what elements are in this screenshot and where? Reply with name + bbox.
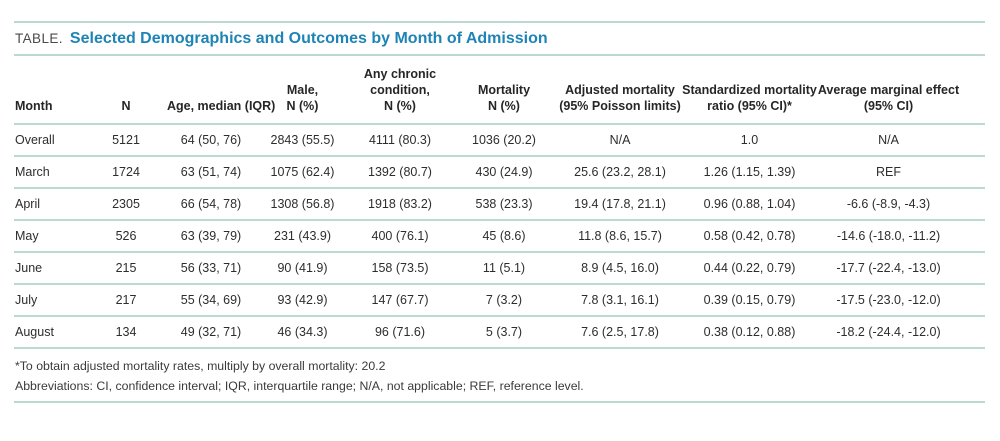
cell-standardized-mortality-ratio: 0.38 (0.12, 0.88): [682, 316, 817, 348]
cell-chronic-condition: 96 (71.6): [350, 316, 450, 348]
cell-standardized-mortality-ratio: 1.0: [682, 124, 817, 156]
footnotes: [14, 349, 985, 401]
cell-mortality: 5 (3.7): [450, 316, 558, 348]
cell-average-marginal-effect: -17.5 (-23.0, -12.0): [817, 284, 985, 316]
cell-male: 46 (34.3): [255, 316, 350, 348]
cell-male: 1308 (56.8): [255, 188, 350, 220]
cell-n: 217: [85, 284, 167, 316]
column-header-average-marginal-effect: Average marginal effect (95% CI): [817, 56, 985, 124]
footnote-abbreviations: Abbreviations: CI, confidence interval; IQR, interquartile range; N/A, not applicable; REF, reference level.: [15, 379, 584, 393]
cell-chronic-condition: 147 (67.7): [350, 284, 450, 316]
cell-male: 90 (41.9): [255, 252, 350, 284]
cell-adjusted-mortality: N/A: [558, 124, 682, 156]
cell-male: 2843 (55.5): [255, 124, 350, 156]
cell-adjusted-mortality: 7.6 (2.5, 17.8): [558, 316, 682, 348]
table-row-may: [14, 220, 985, 252]
cell-month: April: [14, 188, 85, 220]
cell-average-marginal-effect: N/A: [817, 124, 985, 156]
cell-month: August: [14, 316, 85, 348]
cell-age-median-iqr: 63 (39, 79): [167, 220, 255, 252]
table-row-june: [14, 252, 985, 284]
cell-n: 134: [85, 316, 167, 348]
cell-chronic-condition: 158 (73.5): [350, 252, 450, 284]
demographics-outcomes-table: [14, 56, 985, 349]
cell-n: 1724: [85, 156, 167, 188]
cell-mortality: 7 (3.2): [450, 284, 558, 316]
column-header-age-median-iqr: Age, median (IQR): [167, 56, 255, 124]
cell-adjusted-mortality: 19.4 (17.8, 21.1): [558, 188, 682, 220]
cell-chronic-condition: 400 (76.1): [350, 220, 450, 252]
cell-average-marginal-effect: -14.6 (-18.0, -11.2): [817, 220, 985, 252]
cell-age-median-iqr: 63 (51, 74): [167, 156, 255, 188]
cell-age-median-iqr: 55 (34, 69): [167, 284, 255, 316]
table-head: [14, 56, 985, 124]
cell-age-median-iqr: 56 (33, 71): [167, 252, 255, 284]
cell-month: March: [14, 156, 85, 188]
cell-n: 2305: [85, 188, 167, 220]
table-title: Selected Demographics and Outcomes by Month of Admission: [69, 30, 548, 47]
cell-mortality: 430 (24.9): [450, 156, 558, 188]
cell-adjusted-mortality: 25.6 (23.2, 28.1): [558, 156, 682, 188]
cell-n: 526: [85, 220, 167, 252]
cell-mortality: 1036 (20.2): [450, 124, 558, 156]
table-row-march: [14, 156, 985, 188]
cell-chronic-condition: 4111 (80.3): [350, 124, 450, 156]
cell-n: 5121: [85, 124, 167, 156]
cell-adjusted-mortality: 8.9 (4.5, 16.0): [558, 252, 682, 284]
cell-age-median-iqr: 64 (50, 76): [167, 124, 255, 156]
cell-month: Overall: [14, 124, 85, 156]
table-body: [14, 124, 985, 348]
column-header-standardized-mortality-ratio: Standardized mortality ratio (95% CI)*: [682, 56, 817, 124]
column-header-male: Male, N (%): [255, 56, 350, 124]
cell-standardized-mortality-ratio: 0.44 (0.22, 0.79): [682, 252, 817, 284]
cell-male: 93 (42.9): [255, 284, 350, 316]
cell-chronic-condition: 1392 (80.7): [350, 156, 450, 188]
cell-male: 1075 (62.4): [255, 156, 350, 188]
cell-month: July: [14, 284, 85, 316]
table-label: TABLE.: [15, 31, 63, 46]
cell-mortality: 45 (8.6): [450, 220, 558, 252]
column-header-chronic-condition: Any chronic condition, N (%): [350, 56, 450, 124]
cell-month: May: [14, 220, 85, 252]
bottom-rule: [14, 401, 985, 403]
table-row-july: [14, 284, 985, 316]
cell-standardized-mortality-ratio: 1.26 (1.15, 1.39): [682, 156, 817, 188]
cell-average-marginal-effect: REF: [817, 156, 985, 188]
title-bar: [14, 23, 985, 54]
table-row-overall: [14, 124, 985, 156]
cell-standardized-mortality-ratio: 0.58 (0.42, 0.78): [682, 220, 817, 252]
column-header-n: N: [85, 56, 167, 124]
cell-age-median-iqr: 49 (32, 71): [167, 316, 255, 348]
footnote-adjusted-mortality: *To obtain adjusted mortality rates, multiply by overall mortality: 20.2: [15, 359, 386, 373]
cell-month: June: [14, 252, 85, 284]
cell-adjusted-mortality: 7.8 (3.1, 16.1): [558, 284, 682, 316]
cell-age-median-iqr: 66 (54, 78): [167, 188, 255, 220]
cell-standardized-mortality-ratio: 0.96 (0.88, 1.04): [682, 188, 817, 220]
table-row-april: [14, 188, 985, 220]
cell-standardized-mortality-ratio: 0.39 (0.15, 0.79): [682, 284, 817, 316]
cell-adjusted-mortality: 11.8 (8.6, 15.7): [558, 220, 682, 252]
cell-n: 215: [85, 252, 167, 284]
column-header-adjusted-mortality: Adjusted mortality (95% Poisson limits): [558, 56, 682, 124]
cell-average-marginal-effect: -6.6 (-8.9, -4.3): [817, 188, 985, 220]
cell-average-marginal-effect: -17.7 (-22.4, -13.0): [817, 252, 985, 284]
header-row: [14, 56, 985, 124]
table-row-august: [14, 316, 985, 348]
cell-mortality: 11 (5.1): [450, 252, 558, 284]
cell-chronic-condition: 1918 (83.2): [350, 188, 450, 220]
column-header-month: Month: [14, 56, 85, 124]
column-header-mortality: Mortality N (%): [450, 56, 558, 124]
cell-mortality: 538 (23.3): [450, 188, 558, 220]
cell-male: 231 (43.9): [255, 220, 350, 252]
cell-average-marginal-effect: -18.2 (-24.4, -12.0): [817, 316, 985, 348]
